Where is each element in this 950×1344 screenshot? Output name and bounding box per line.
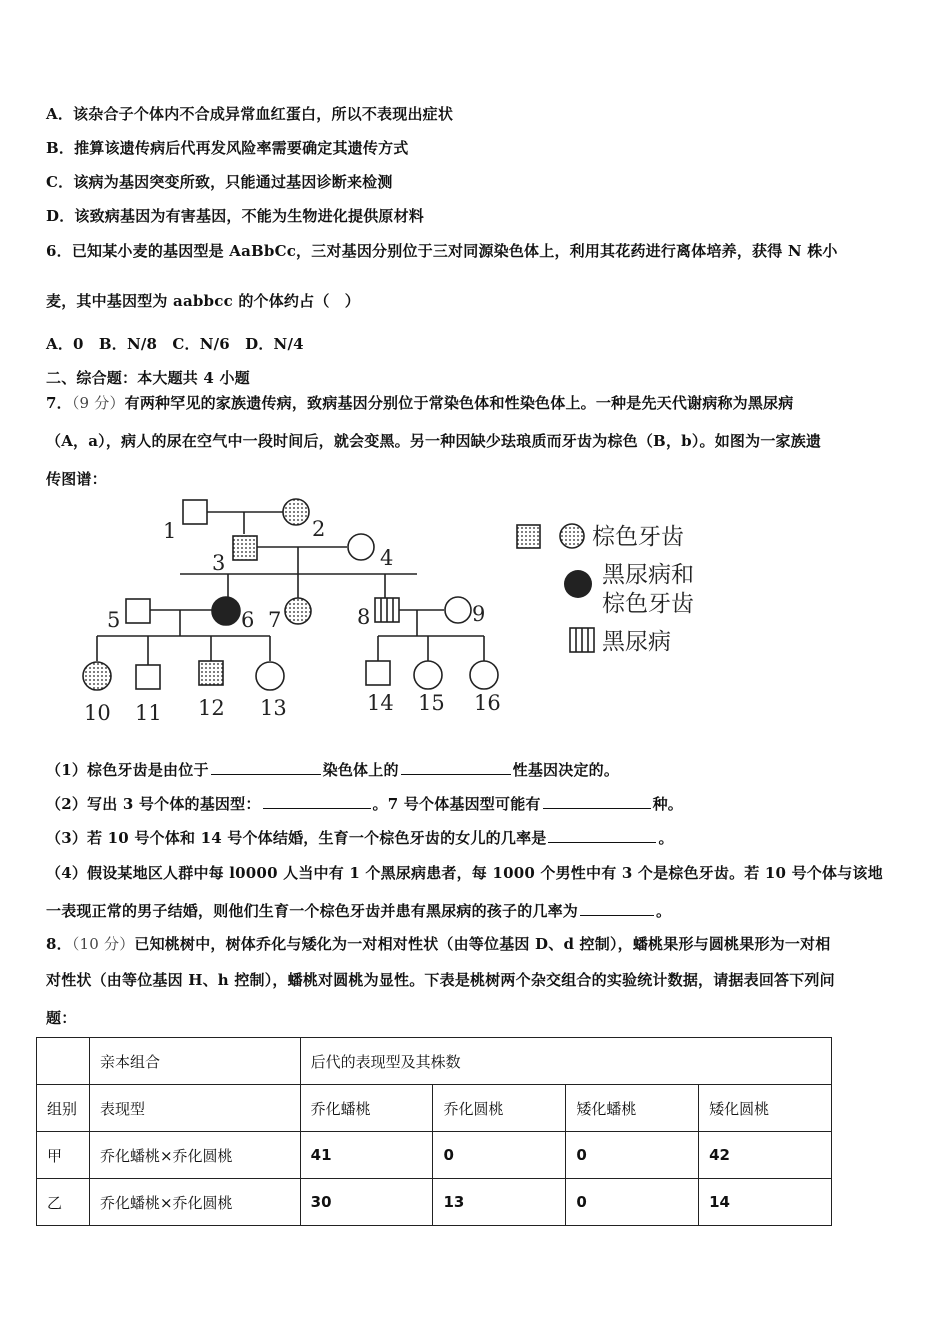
q5-option-d: D．该致病基因为有害基因，不能为生物进化提供原材料 <box>46 207 425 225</box>
pedigree-individual-16 <box>470 661 498 689</box>
q7-sub4-line1: （4）假设某地区人群中每 l0000 人当中有 1 个黑尿病患者，每 1000 个男性中有 3 个是棕色牙齿。若 10 号个体与该地 <box>46 864 883 882</box>
q7-sub4-line2 <box>46 900 671 921</box>
table-col-dwarf-flat: 矮化蟠桃 <box>566 1085 699 1132</box>
q7-number: 7． <box>46 394 72 412</box>
pedigree-individual-3 <box>233 536 257 560</box>
q7-sub4-text-b: 。 <box>656 902 672 920</box>
q5-option-c: C．该病为基因突变所致，只能通过基因诊断来检测 <box>46 173 393 191</box>
table-row <box>37 1179 832 1226</box>
pedigree-legend <box>517 524 694 655</box>
table-cell-value: 14 <box>699 1179 832 1226</box>
legend-brown-teeth-male-icon <box>517 525 540 548</box>
q7-sub1-text-a: （1）棕色牙齿是由位于 <box>46 761 209 779</box>
pedigree-label-8: 8 <box>357 605 371 629</box>
q5-option-a: A．该杂合子个体内不合成异常血红蛋白，所以不表现出症状 <box>46 105 454 123</box>
pedigree-label-7: 7 <box>268 608 282 632</box>
pedigree-individual-1 <box>183 500 207 524</box>
pedigree-individual-11 <box>136 665 160 689</box>
q7-text: 有两种罕见的家族遗传病，致病基因分别位于常染色体和性染色体上。一种是先天代谢病称为黑尿病 <box>124 394 794 412</box>
pedigree-individual-5 <box>126 599 150 623</box>
table-cell-value: 41 <box>300 1132 433 1179</box>
table-col-group: 组别 <box>37 1085 90 1132</box>
q7-sub3 <box>46 827 674 848</box>
pedigree-individual-4 <box>348 534 374 560</box>
table-cell-value: 0 <box>433 1132 566 1179</box>
legend-brown-teeth-female-icon <box>560 524 584 548</box>
answer-blank[interactable] <box>211 760 321 775</box>
table-col-tall-flat: 乔化蟠桃 <box>300 1085 433 1132</box>
table-cell-value: 0 <box>566 1179 699 1226</box>
table-cell-cross: 乔化蟠桃×乔化圆桃 <box>89 1132 300 1179</box>
q8-stem-line3: 题： <box>46 1009 77 1027</box>
answer-blank[interactable] <box>401 760 511 775</box>
pedigree-label-5: 5 <box>107 608 121 632</box>
answer-blank[interactable] <box>263 794 371 809</box>
q8-stem-line2: 对性状（由等位基因 H、h 控制），蟠桃对圆桃为显性。下表是桃树两个杂交组合的实验统计数据，请据表回答下列问 <box>46 971 835 989</box>
answer-blank[interactable] <box>580 901 654 916</box>
q6-stem-line2: 麦，其中基因型为 aabbcc 的个体约占（ ） <box>46 292 360 310</box>
section-heading: 二、综合题：本大题共 4 小题 <box>46 369 250 387</box>
q6-stem-line1: 6．已知某小麦的基因型是 AaBbCc，三对基因分别位于三对同源染色体上，利用其花药进行离体培养，获得 N 株小 <box>46 242 838 260</box>
q7-stem-line3: 传图谱： <box>46 470 107 488</box>
answer-blank[interactable] <box>548 828 656 843</box>
q7-sub2-text-a: （2）写出 3 号个体的基因型： <box>46 795 261 813</box>
table-header-parent: 亲本组合 <box>89 1038 300 1085</box>
pedigree-label-9: 9 <box>472 602 486 626</box>
table-cell-cross: 乔化蟠桃×乔化圆桃 <box>89 1179 300 1226</box>
pedigree-label-4: 4 <box>380 546 394 570</box>
legend-both-label-1: 黑尿病和 <box>602 562 694 588</box>
pedigree-chart <box>80 490 740 730</box>
pedigree-individual-9 <box>445 597 471 623</box>
pedigree-label-14: 14 <box>367 691 394 715</box>
q7-sub2-text-c: 种。 <box>652 795 683 813</box>
table-cell-value: 30 <box>300 1179 433 1226</box>
pedigree-label-6: 6 <box>241 608 255 632</box>
pedigree-label-15: 15 <box>418 691 445 715</box>
table-cell-value: 42 <box>699 1132 832 1179</box>
pedigree-individual-12 <box>199 661 223 685</box>
q7-sub1-text-b: 染色体上的 <box>322 761 399 779</box>
legend-both-label-2: 棕色牙齿 <box>602 591 694 617</box>
q7-sub1-text-c: 性基因决定的。 <box>512 761 620 779</box>
table-row <box>37 1132 832 1179</box>
q7-stem-line2: （A，a），病人的尿在空气中一段时间后，就会变黑。另一种因缺少珐琅质而牙齿为棕色（B，b）。如图为一家族遗 <box>46 432 822 450</box>
table-col-dwarf-round: 矮化圆桃 <box>699 1085 832 1132</box>
legend-brown-teeth-label: 棕色牙齿 <box>592 524 684 550</box>
table-header-row <box>37 1038 832 1085</box>
pedigree-individual-2 <box>283 499 309 525</box>
q8-text: 已知桃树中，树体乔化与矮化为一对相对性状（由等位基因 D、d 控制），蟠桃果形与圆桃果形为一对相 <box>134 935 831 953</box>
q7-sub3-text-a: （3）若 10 号个体和 14 号个体结婚，生育一个棕色牙齿的女儿的几率是 <box>46 829 547 847</box>
q7-stem-line1 <box>46 392 793 413</box>
pedigree-label-11: 11 <box>135 701 162 725</box>
q7-sub1 <box>46 759 619 780</box>
pedigree-label-3: 3 <box>212 551 226 575</box>
table-cell-value: 13 <box>433 1179 566 1226</box>
pedigree-individual-15 <box>414 661 442 689</box>
pedigree-label-13: 13 <box>260 696 287 720</box>
table-col-phenotype: 表现型 <box>89 1085 300 1132</box>
pedigree-label-12: 12 <box>198 696 225 720</box>
q7-sub2 <box>46 793 683 814</box>
table-cell-group: 甲 <box>37 1132 90 1179</box>
table-header-offspring: 后代的表现型及其株数 <box>300 1038 831 1085</box>
q8-number: 8． <box>46 935 72 953</box>
q8-stem-line1 <box>46 933 830 954</box>
pedigree-individual-8 <box>375 598 399 622</box>
q7-sub4-text-a: 一表现正常的男子结婚，则他们生育一个棕色牙齿并患有黑尿病的孩子的几率为 <box>46 902 579 920</box>
table-col-tall-round: 乔化圆桃 <box>433 1085 566 1132</box>
pedigree-label-10: 10 <box>84 701 111 725</box>
q7-sub2-text-b: 。7 号个体基因型可能有 <box>372 795 541 813</box>
legend-alkaptonuria-label: 黑尿病 <box>602 629 671 655</box>
legend-both-icon <box>564 570 592 598</box>
pedigree-individual-10 <box>83 662 111 690</box>
table-cell-group: 乙 <box>37 1179 90 1226</box>
table-subheader-row <box>37 1085 832 1132</box>
pedigree-label-16: 16 <box>474 691 501 715</box>
q5-option-b: B．推算该遗传病后代再发风险率需要确定其遗传方式 <box>46 139 409 157</box>
pedigree-individual-13 <box>256 662 284 690</box>
pedigree-individual-7 <box>285 598 311 624</box>
pedigree-label-1: 1 <box>163 519 177 543</box>
q7-score: （9 分） <box>71 394 125 412</box>
table-cell-value: 0 <box>566 1132 699 1179</box>
pedigree-individual-6 <box>212 597 240 625</box>
q7-sub3-text-b: 。 <box>658 829 674 847</box>
legend-alkaptonuria-icon <box>570 628 594 652</box>
answer-blank[interactable] <box>543 794 651 809</box>
q8-score: （10 分） <box>71 935 135 953</box>
table-cell-empty <box>37 1038 90 1085</box>
pedigree-individual-14 <box>366 661 390 685</box>
cross-data-table <box>36 1037 832 1226</box>
pedigree-label-2: 2 <box>312 517 326 541</box>
q6-options: A．0 B．N/8 C．N/6 D．N/4 <box>46 335 304 353</box>
